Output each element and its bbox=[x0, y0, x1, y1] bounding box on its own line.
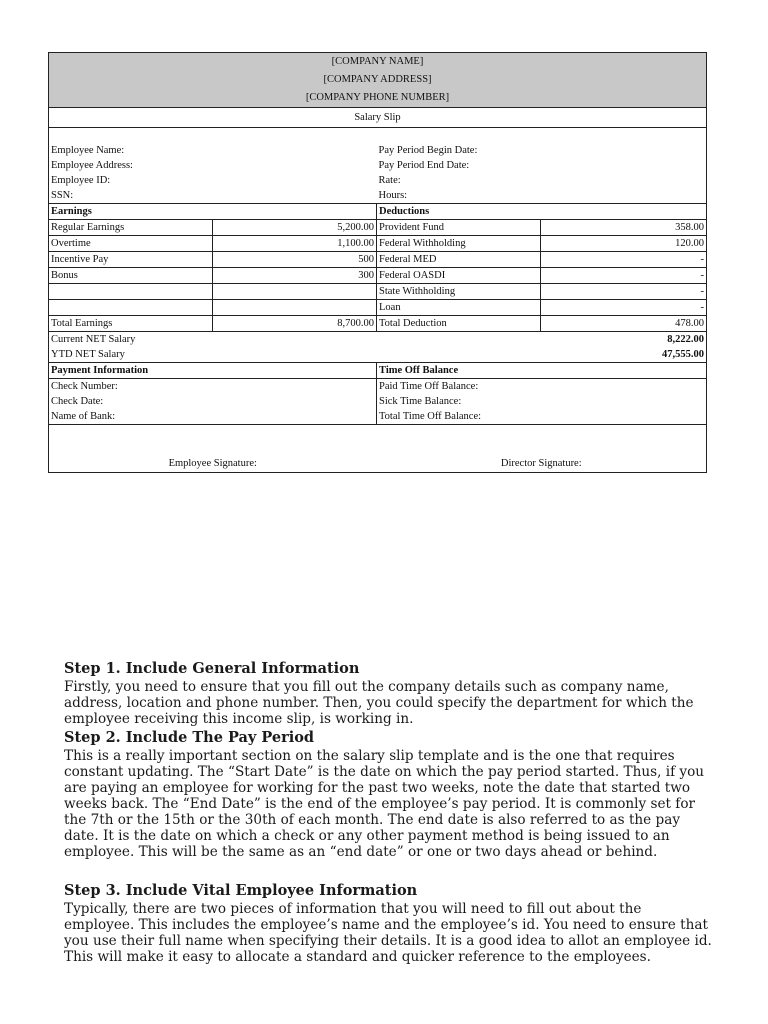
deduction-label: Federal MED bbox=[377, 252, 541, 268]
employee-signature-label: Employee Signature: bbox=[49, 425, 377, 473]
ssn-label: SSN: bbox=[49, 188, 377, 204]
earnings-header: Earnings bbox=[49, 204, 377, 220]
company-phone: [COMPANY PHONE NUMBER] bbox=[49, 89, 707, 108]
sick-time-label: Sick Time Balance: bbox=[377, 394, 707, 409]
deduction-amount: - bbox=[541, 284, 707, 300]
total-earnings-label: Total Earnings bbox=[49, 316, 213, 332]
earning-amount bbox=[213, 300, 377, 316]
deductions-header: Deductions bbox=[377, 204, 707, 220]
earning-amount: 300 bbox=[213, 268, 377, 284]
earning-label: Bonus bbox=[49, 268, 213, 284]
employee-id-label: Employee ID: bbox=[49, 173, 377, 188]
earning-amount: 500 bbox=[213, 252, 377, 268]
pay-period-begin-label: Pay Period Begin Date: bbox=[377, 143, 707, 158]
salary-slip-table bbox=[48, 52, 707, 473]
deduction-label: State Withholding bbox=[377, 284, 541, 300]
section-heading: Step 1. Include General Information bbox=[64, 660, 360, 677]
company-name: [COMPANY NAME] bbox=[49, 53, 707, 72]
time-off-header: Time Off Balance bbox=[377, 363, 707, 379]
pay-period-end-label: Pay Period End Date: bbox=[377, 158, 707, 173]
earning-label: Incentive Pay bbox=[49, 252, 213, 268]
total-time-off-label: Total Time Off Balance: bbox=[377, 409, 707, 425]
check-number-label: Check Number: bbox=[49, 379, 377, 395]
check-date-label: Check Date: bbox=[49, 394, 377, 409]
company-address: [COMPANY ADDRESS] bbox=[49, 71, 707, 89]
director-signature-label: Director Signature: bbox=[377, 425, 707, 473]
current-net-label: Current NET Salary bbox=[49, 332, 377, 348]
earning-amount: 1,100.00 bbox=[213, 236, 377, 252]
employee-name-label: Employee Name: bbox=[49, 143, 377, 158]
slip-title: Salary Slip bbox=[49, 108, 707, 128]
deduction-amount: - bbox=[541, 252, 707, 268]
deduction-amount: 120.00 bbox=[541, 236, 707, 252]
section-body: Typically, there are two pieces of information that you will need to fill out about the employee. This includes the employee’s name and the employee’s id. You need to ensure that you use their full name when specifying their details. It is a good idea to allot an employee id. This will make it easy to allocate a standard and quicker reference to the employees. bbox=[64, 901, 712, 965]
payment-info-header: Payment Information bbox=[49, 363, 377, 379]
earning-label: Overtime bbox=[49, 236, 213, 252]
earning-label bbox=[49, 284, 213, 300]
section-heading: Step 3. Include Vital Employee Information bbox=[64, 882, 418, 899]
deduction-amount: 358.00 bbox=[541, 220, 707, 236]
employee-address-label: Employee Address: bbox=[49, 158, 377, 173]
paid-time-off-label: Paid Time Off Balance: bbox=[377, 379, 707, 395]
hours-label: Hours: bbox=[377, 188, 707, 204]
section-heading: Step 2. Include The Pay Period bbox=[64, 729, 315, 746]
rate-label: Rate: bbox=[377, 173, 707, 188]
deduction-label: Federal Withholding bbox=[377, 236, 541, 252]
instructions-article bbox=[64, 660, 712, 967]
earning-label: Regular Earnings bbox=[49, 220, 213, 236]
deduction-label: Provident Fund bbox=[377, 220, 541, 236]
current-net-amount: 8,222.00 bbox=[377, 332, 707, 348]
total-earnings-amount: 8,700.00 bbox=[213, 316, 377, 332]
section-body: Firstly, you need to ensure that you fill out the company details such as company name, address, location and phone number. Then, you could specify the department for which the employee receiving this income slip, is working in. bbox=[64, 679, 694, 727]
bank-name-label: Name of Bank: bbox=[49, 409, 377, 425]
deduction-label: Loan bbox=[377, 300, 541, 316]
deduction-label: Federal OASDI bbox=[377, 268, 541, 284]
earning-amount bbox=[213, 284, 377, 300]
deduction-amount: - bbox=[541, 268, 707, 284]
section-body: This is a really important section on the salary slip template and is the one that requires constant updating. The “Start Date” is the date on which the pay period started. Thus, if you are paying an employee for working for the past two weeks, note the date that started two weeks back. The “End Date” is the end of the employee’s pay period. It is commonly set for the 7th or the 15th or the 30th of each month. The end date is also referred to as the pay date. It is the date on which a check or any other payment method is being issued to an employee. This will be the same as an “end date” or one or two days ahead or behind. bbox=[64, 748, 705, 860]
earning-amount: 5,200.00 bbox=[213, 220, 377, 236]
deduction-amount: - bbox=[541, 300, 707, 316]
earning-label bbox=[49, 300, 213, 316]
total-deduction-amount: 478.00 bbox=[541, 316, 707, 332]
ytd-net-amount: 47,555.00 bbox=[377, 347, 707, 363]
total-deduction-label: Total Deduction bbox=[377, 316, 541, 332]
ytd-net-label: YTD NET Salary bbox=[49, 347, 377, 363]
